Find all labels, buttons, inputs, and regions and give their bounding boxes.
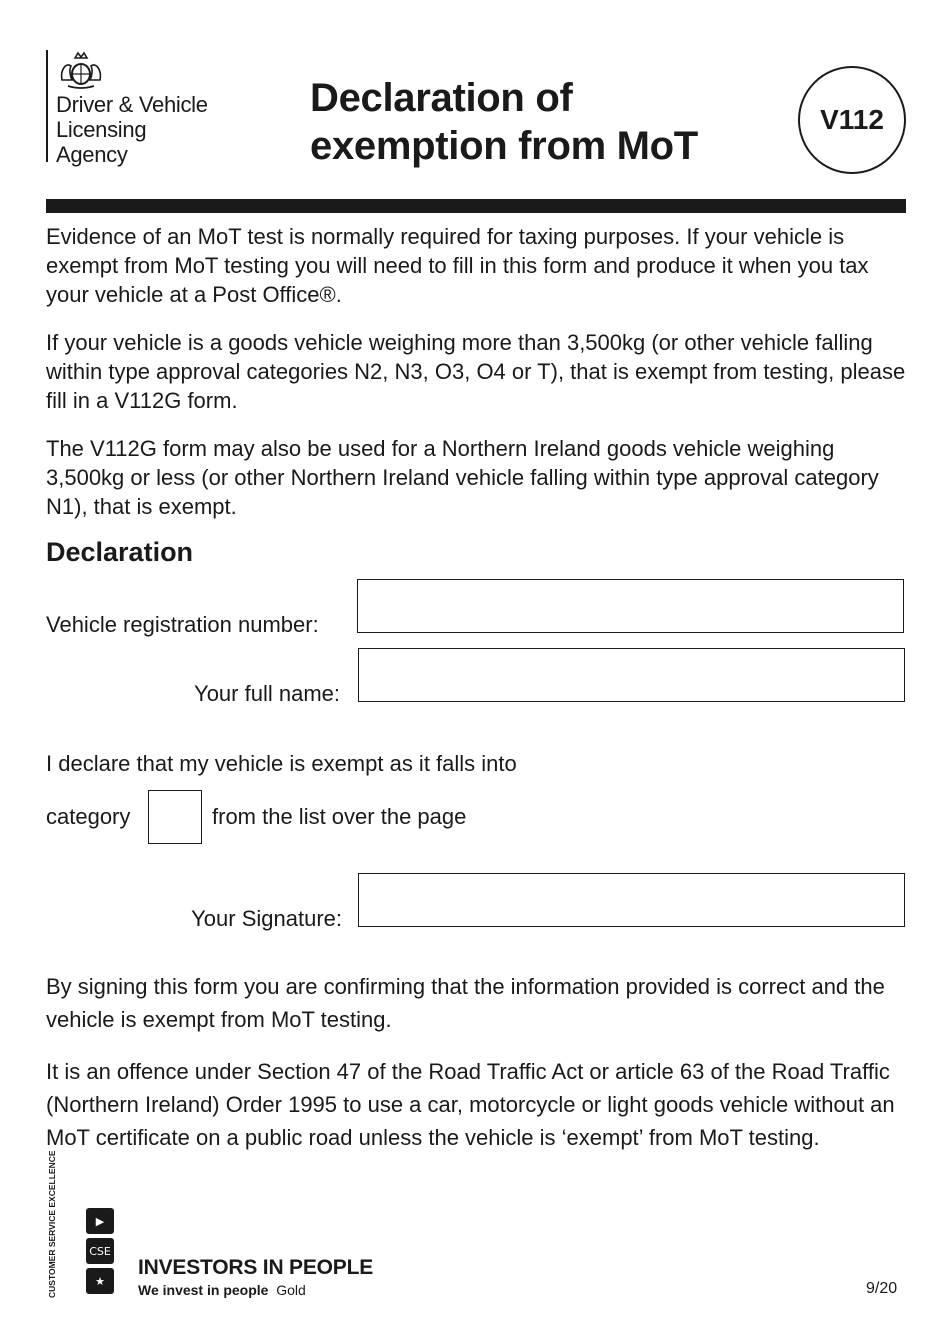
registration-input[interactable] [357,579,904,633]
intro-text [46,222,906,540]
legal-text [46,970,906,1173]
agency-name: Driver & Vehicle Licensing Agency [56,92,208,167]
signature-input[interactable] [358,873,905,927]
cse-badge-stack [86,1208,116,1298]
declare-statement: I declare that my vehicle is exempt as it falls into [46,751,517,776]
agency-logo [46,50,208,167]
cse-badge: CSE [86,1238,114,1264]
cse-text: CUSTOMER SERVICE EXCELLENCE [47,1150,57,1298]
registration-label: Vehicle registration number: [46,612,319,637]
category-suffix: from the list over the page [212,804,467,829]
category-input[interactable] [148,790,202,844]
play-icon: ▶ [86,1208,114,1234]
header-divider [46,199,906,213]
signature-label: Your Signature: [191,906,342,931]
intro-paragraph: The V112G form may also be used for a Northern Ireland goods vehicle weighing 3,500kg or less (or other Northern Ireland vehicle falling within type approval category N1), that is exempt. [46,436,879,519]
confirmation-paragraph: By signing this form you are confirming that the information provided is correct and the vehicle is exempt from MoT testing. [46,974,885,1032]
iip-tagline: We invest in people Gold [138,1282,306,1298]
form-code-badge: V112 [798,66,906,174]
full-name-input[interactable] [358,648,905,702]
footer-logos [46,1150,386,1298]
category-label: category [46,804,131,829]
page-header [46,46,906,186]
offence-paragraph: It is an offence under Section 47 of the Road Traffic Act or article 63 of the Road Traffic (Northern Ireland) Order 1995 to use a car, motorcycle or light goods vehicle without an MoT certificate on a public road unless the vehicle is ‘exempt’ from MoT testing. [46,1059,895,1150]
full-name-label: Your full name: [194,681,340,706]
royal-crest-icon [58,50,104,90]
page-title: Declaration of exemption from MoT [310,76,698,168]
investors-in-people-logo: INVESTORS IN PEOPLE [138,1256,374,1279]
intro-paragraph: Evidence of an MoT test is normally required for taxing purposes. If your vehicle is exempt from MoT testing you will need to fill in this form and produce it when you tax your vehicle at a Post Office®. [46,224,869,307]
star-icon: ★ [86,1268,114,1294]
form-version: 9/20 [866,1280,898,1297]
customer-service-excellence-logo [46,1150,80,1298]
declaration-heading: Declaration [46,537,194,567]
intro-paragraph: If your vehicle is a goods vehicle weighing more than 3,500kg (or other vehicle falling within type approval categories N2, N3, O3, O4 or T), that is exempt from testing, please fill in a V112G form. [46,330,906,413]
